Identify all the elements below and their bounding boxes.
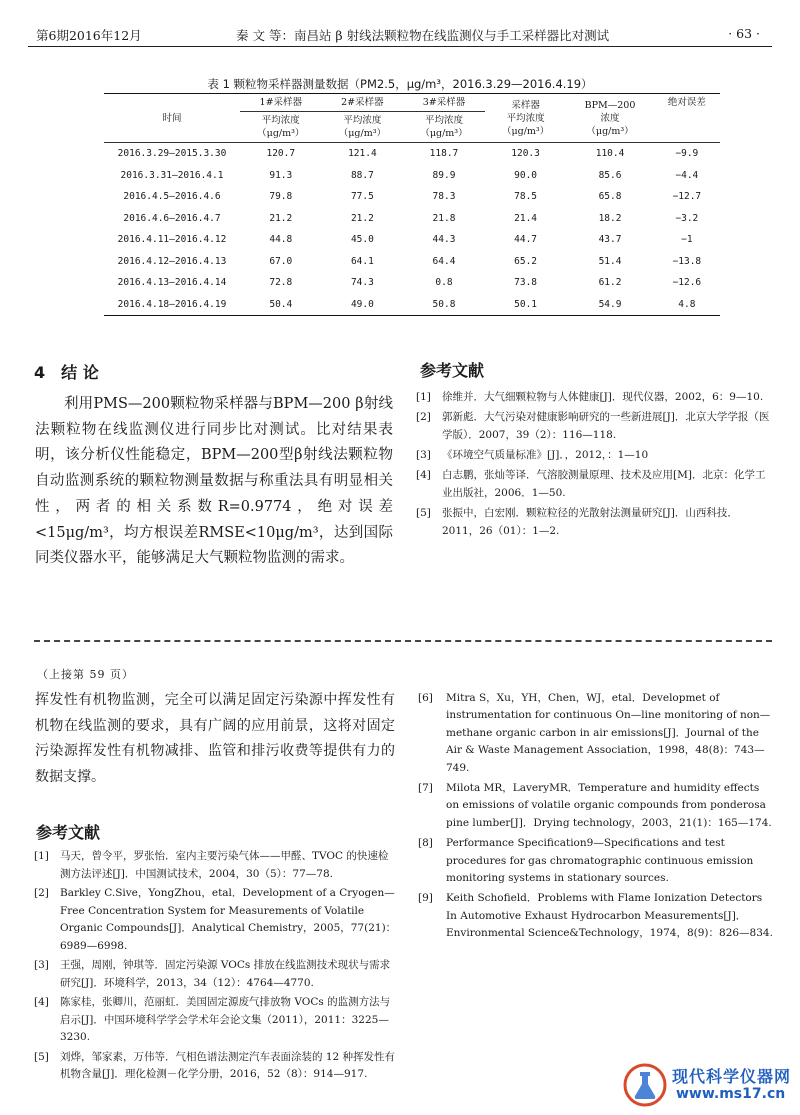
header-time: 时间	[162, 112, 182, 124]
reference-number: [8]	[418, 837, 433, 850]
page-number: · 63 ·	[728, 26, 760, 41]
cell-value: 67.0	[269, 255, 293, 267]
reference-item	[34, 885, 398, 955]
reference-number: [5]	[416, 507, 431, 519]
cell-value: 51.4	[598, 255, 622, 267]
reference-text: 陈家桂，张卿川，范丽虹．美国固定源废气排放物 VOCs 的监测方法与启示[J]．中国环境科学学会学术年会论文集（2011），2011：3225—3230.	[60, 996, 391, 1043]
cell-value: 85.6	[598, 169, 622, 181]
section-number: 4	[34, 363, 46, 382]
reference-text: 张振中，白宏刚．颗粒粒径的光散射法测量研究[J]．山西科技．2011，26（01）：1—2.	[442, 507, 738, 537]
reference-text: 马天，曾令平，罗张怡．室内主要污染气体——甲醛、TVOC 的快速检测方法评述[J]．中国测试技术，2004，30（5）：77—78.	[60, 850, 389, 880]
reference-text: Performance Specification9—Specifications and test procedures for gas chromatographic continuous emission monitoring systems in stationary sources.	[446, 837, 754, 885]
cell-value: 120.7	[266, 148, 296, 160]
cell-value: 78.5	[514, 191, 538, 203]
cell-value: −12.7	[672, 191, 702, 203]
reference-text: Keith Schofield．Problems with Flame Ionization Detectors In Automotive Exhaust Hydrocarbon Measurements[J]．Environmental Science&Technology，1974，8(9)：826—834.	[446, 892, 773, 940]
reference-item	[34, 848, 398, 883]
cell-value: 65.8	[598, 191, 622, 203]
table-row	[104, 143, 720, 165]
header-sampler-avg: 采样器 平均浓度 （μg/m³）	[501, 99, 550, 137]
cell-time: 2016.4.11—2016.4.12	[117, 234, 227, 246]
cell-time: 2016.3.31—2016.4.1	[120, 169, 224, 181]
reference-item	[416, 408, 770, 444]
cell-time: 2016.4.6—2016.4.7	[123, 212, 221, 224]
cell-value: 89.9	[432, 169, 456, 181]
header-abs-error: 绝对误差	[667, 97, 706, 108]
continued-note: （上接第 59 页）	[37, 668, 134, 681]
table-body	[104, 143, 720, 316]
cell-value: 79.8	[269, 191, 293, 203]
cell-value: 118.7	[429, 148, 459, 160]
conclusion-paragraph: 利用PMS—200颗粒物采样器与BPM—200 β射线法颗粒物在线监测仪进行同步比对测试。比对结果表明，该分析仪性能稳定，BPM—200型β射线法颗粒物自动监测系统的颗粒物测量数据与称重法具有明显相关性，两者的相关系数R=0.9774，绝对误差<15μg/m³，均方根误差RMSE<10μg/m³，达到国际同类仪器水平，能够满足大气颗粒物监测的需求。	[35, 396, 393, 567]
cell-value: 77.5	[350, 191, 374, 203]
cell-value: −12.6	[672, 277, 702, 289]
reference-number: [2]	[34, 887, 49, 899]
table-row	[104, 186, 720, 208]
reference-text: 《环境空气质量标准》[J]．，2012，：1—10	[442, 449, 649, 461]
header-sampler-1: 1#采样器	[259, 97, 303, 108]
conclusion-body	[35, 392, 393, 572]
reference-item	[416, 446, 770, 464]
running-title: 秦 文 等：南昌站 β 射线法颗粒物在线监测仪与手工采样器比对测试	[236, 28, 610, 43]
references-list	[416, 388, 770, 542]
reference-text: 刘烨，邹家素，万伟等．气相色谱法测定汽车表面涂装的 12 种挥发性有机物含量[J]．理化检测－化学分册，2016，52（8）：914—917.	[60, 1050, 396, 1080]
reference-item	[418, 690, 774, 777]
references-list-lower-right	[418, 690, 774, 946]
cell-value: 44.7	[514, 234, 538, 246]
table-row	[104, 229, 720, 251]
cell-value: 21.8	[432, 212, 456, 224]
reference-text: Barkley C.Sive，YongZhou，etal．Development of a Cryogen—Free Concentration System for Measurements of Volatile Organic Compounds[J]．Analytical Chemistry，2005，77(21)：6989—6998.	[60, 887, 397, 952]
cell-value: 65.2	[514, 255, 538, 267]
reference-number: [4]	[34, 996, 49, 1008]
cell-value: 120.3	[511, 148, 540, 160]
reference-text: Milota MR，LaveryMR．Temperature and humidity effects on emissions of volatile organic compounds from ponderosa pine lumber[J]．Drying technology，2003，21(1)：165—174.	[446, 782, 772, 829]
reference-number: [1]	[416, 391, 431, 403]
continued-paragraph: 挥发性有机物监测，完全可以满足固定污染源中挥发性有机物在线监测的要求，具有广阔的应用前景，这将对固定污染源挥发性有机物减排、监管和排污收费等提供有力的数据支撑。	[35, 692, 395, 785]
reference-number: [1]	[34, 850, 49, 862]
cell-value: 90.0	[514, 169, 538, 181]
cell-value: −9.9	[675, 148, 699, 160]
reference-item	[34, 994, 398, 1047]
section-heading	[34, 360, 99, 383]
reference-item	[34, 957, 398, 992]
cell-value: 73.8	[514, 277, 538, 289]
cell-value: 74.3	[350, 277, 374, 289]
site-watermark	[622, 1060, 792, 1108]
section-divider	[34, 640, 772, 642]
references-heading-lower: 参考文献	[36, 823, 101, 842]
table-row	[104, 251, 720, 273]
section-title: 结 论	[61, 363, 99, 382]
cell-value: 64.1	[350, 255, 374, 267]
cell-value: 49.0	[350, 298, 374, 310]
header-sampler-3: 3#采样器	[422, 97, 466, 108]
cell-value: 43.7	[598, 234, 622, 246]
cell-value: 88.7	[350, 169, 374, 181]
table-row	[104, 165, 720, 187]
table-row	[104, 294, 720, 316]
references-heading: 参考文献	[420, 361, 485, 380]
cell-value: 54.9	[598, 298, 622, 310]
reference-number: [2]	[416, 411, 431, 423]
reference-item	[418, 780, 774, 832]
table-row	[104, 272, 720, 294]
table-row	[104, 208, 720, 230]
reference-item	[418, 890, 774, 942]
reference-number: [3]	[416, 449, 431, 461]
cell-time: 2016.4.5—2016.4.6	[123, 191, 221, 203]
cell-time: 2016.4.18—2016.4.19	[117, 298, 227, 310]
cell-value: 50.4	[269, 298, 293, 310]
watermark-url: www.ms17.cn	[676, 1086, 786, 1102]
cell-value: −13.8	[672, 255, 702, 267]
issue-label: 第6期2016年12月	[36, 28, 142, 43]
cell-time: 2016.4.12—2016.4.13	[117, 255, 227, 267]
reference-number: [3]	[34, 959, 49, 971]
cell-value: 50.8	[432, 298, 456, 310]
reference-item	[418, 835, 774, 887]
reference-item	[34, 1049, 398, 1084]
cell-value: 21.2	[350, 212, 374, 224]
running-header	[28, 6, 772, 47]
cell-value: 44.8	[269, 234, 293, 246]
cell-value: 50.1	[514, 298, 538, 310]
data-table	[104, 93, 720, 316]
header-sub-1: 平均浓度 （μg/m³）	[240, 112, 322, 143]
reference-text: 白志鹏，张灿等译．气溶胶测量原理、技术及应用[M]．北京：化学工业出版社，2006．1—50.	[442, 469, 766, 499]
header-bpm: BPM—200 浓度 （μg/m³）	[584, 99, 636, 137]
cell-time: 2016.4.13—2016.4.14	[117, 277, 227, 289]
reference-item	[416, 466, 770, 502]
header-sub-2: 平均浓度 （μg/m³）	[322, 112, 404, 143]
flask-logo-icon	[622, 1062, 668, 1108]
reference-number: [7]	[418, 782, 433, 795]
cell-value: 61.2	[598, 277, 622, 289]
table-caption: 表 1 颗粒物采样器测量数据（PM2.5，μg/m³，2016.3.29—2016.4.19）	[207, 77, 593, 91]
watermark-name: 现代科学仪器网	[672, 1067, 792, 1086]
reference-text: Mitra S，Xu，YH，Chen，WJ，etal．Developmet of instrumentation for continuous On—line monitoring of non—methane organic carbon in air emissions[J]．Journal of the Air & Waste Management Association，1998，48(8)：743—749.	[446, 692, 771, 774]
cell-value: 4.8	[678, 298, 696, 310]
header-sub-3: 平均浓度 （μg/m³）	[403, 112, 485, 143]
cell-value: 18.2	[598, 212, 622, 224]
reference-number: [9]	[418, 892, 433, 905]
reference-number: [6]	[418, 692, 433, 704]
cell-value: 110.4	[595, 148, 625, 160]
header-sampler-2: 2#采样器	[341, 97, 384, 108]
references-list-lower-left	[34, 848, 398, 1086]
cell-value: −1	[681, 234, 693, 246]
cell-value: −4.4	[675, 169, 699, 181]
cell-value: 21.4	[514, 212, 538, 224]
cell-value: 64.4	[432, 255, 456, 267]
cell-value: 78.3	[432, 191, 456, 203]
reference-text: 郭新彪．大气污染对健康影响研究的一些新进展[J]．北京大学学报（医学版）．2007，39（2）：116—118.	[442, 411, 770, 441]
cell-value: −3.2	[675, 212, 699, 224]
cell-value: 91.3	[269, 169, 293, 181]
cell-time: 2016.3.29—2015.3.30	[117, 148, 227, 160]
reference-text: 王强，周刚，钟琪等．固定污染源 VOCs 排放在线监测技术现状与需求研究[J]．环境科学，2013，34（12）：4764—4770.	[60, 959, 391, 989]
reference-item	[416, 504, 770, 540]
cell-value: 121.4	[348, 148, 377, 160]
cell-value: 45.0	[350, 234, 374, 246]
reference-item	[416, 388, 770, 406]
cell-value: 21.2	[269, 212, 293, 224]
cell-value: 0.8	[435, 277, 453, 289]
continued-body	[35, 688, 395, 790]
cell-value: 72.8	[269, 277, 293, 289]
reference-text: 徐维并．大气细颗粒物与人体健康[J]．现代仪器，2002，6：9—10.	[442, 391, 764, 403]
reference-number: [5]	[34, 1050, 49, 1063]
reference-number: [4]	[416, 469, 431, 481]
cell-value: 44.3	[432, 234, 456, 246]
